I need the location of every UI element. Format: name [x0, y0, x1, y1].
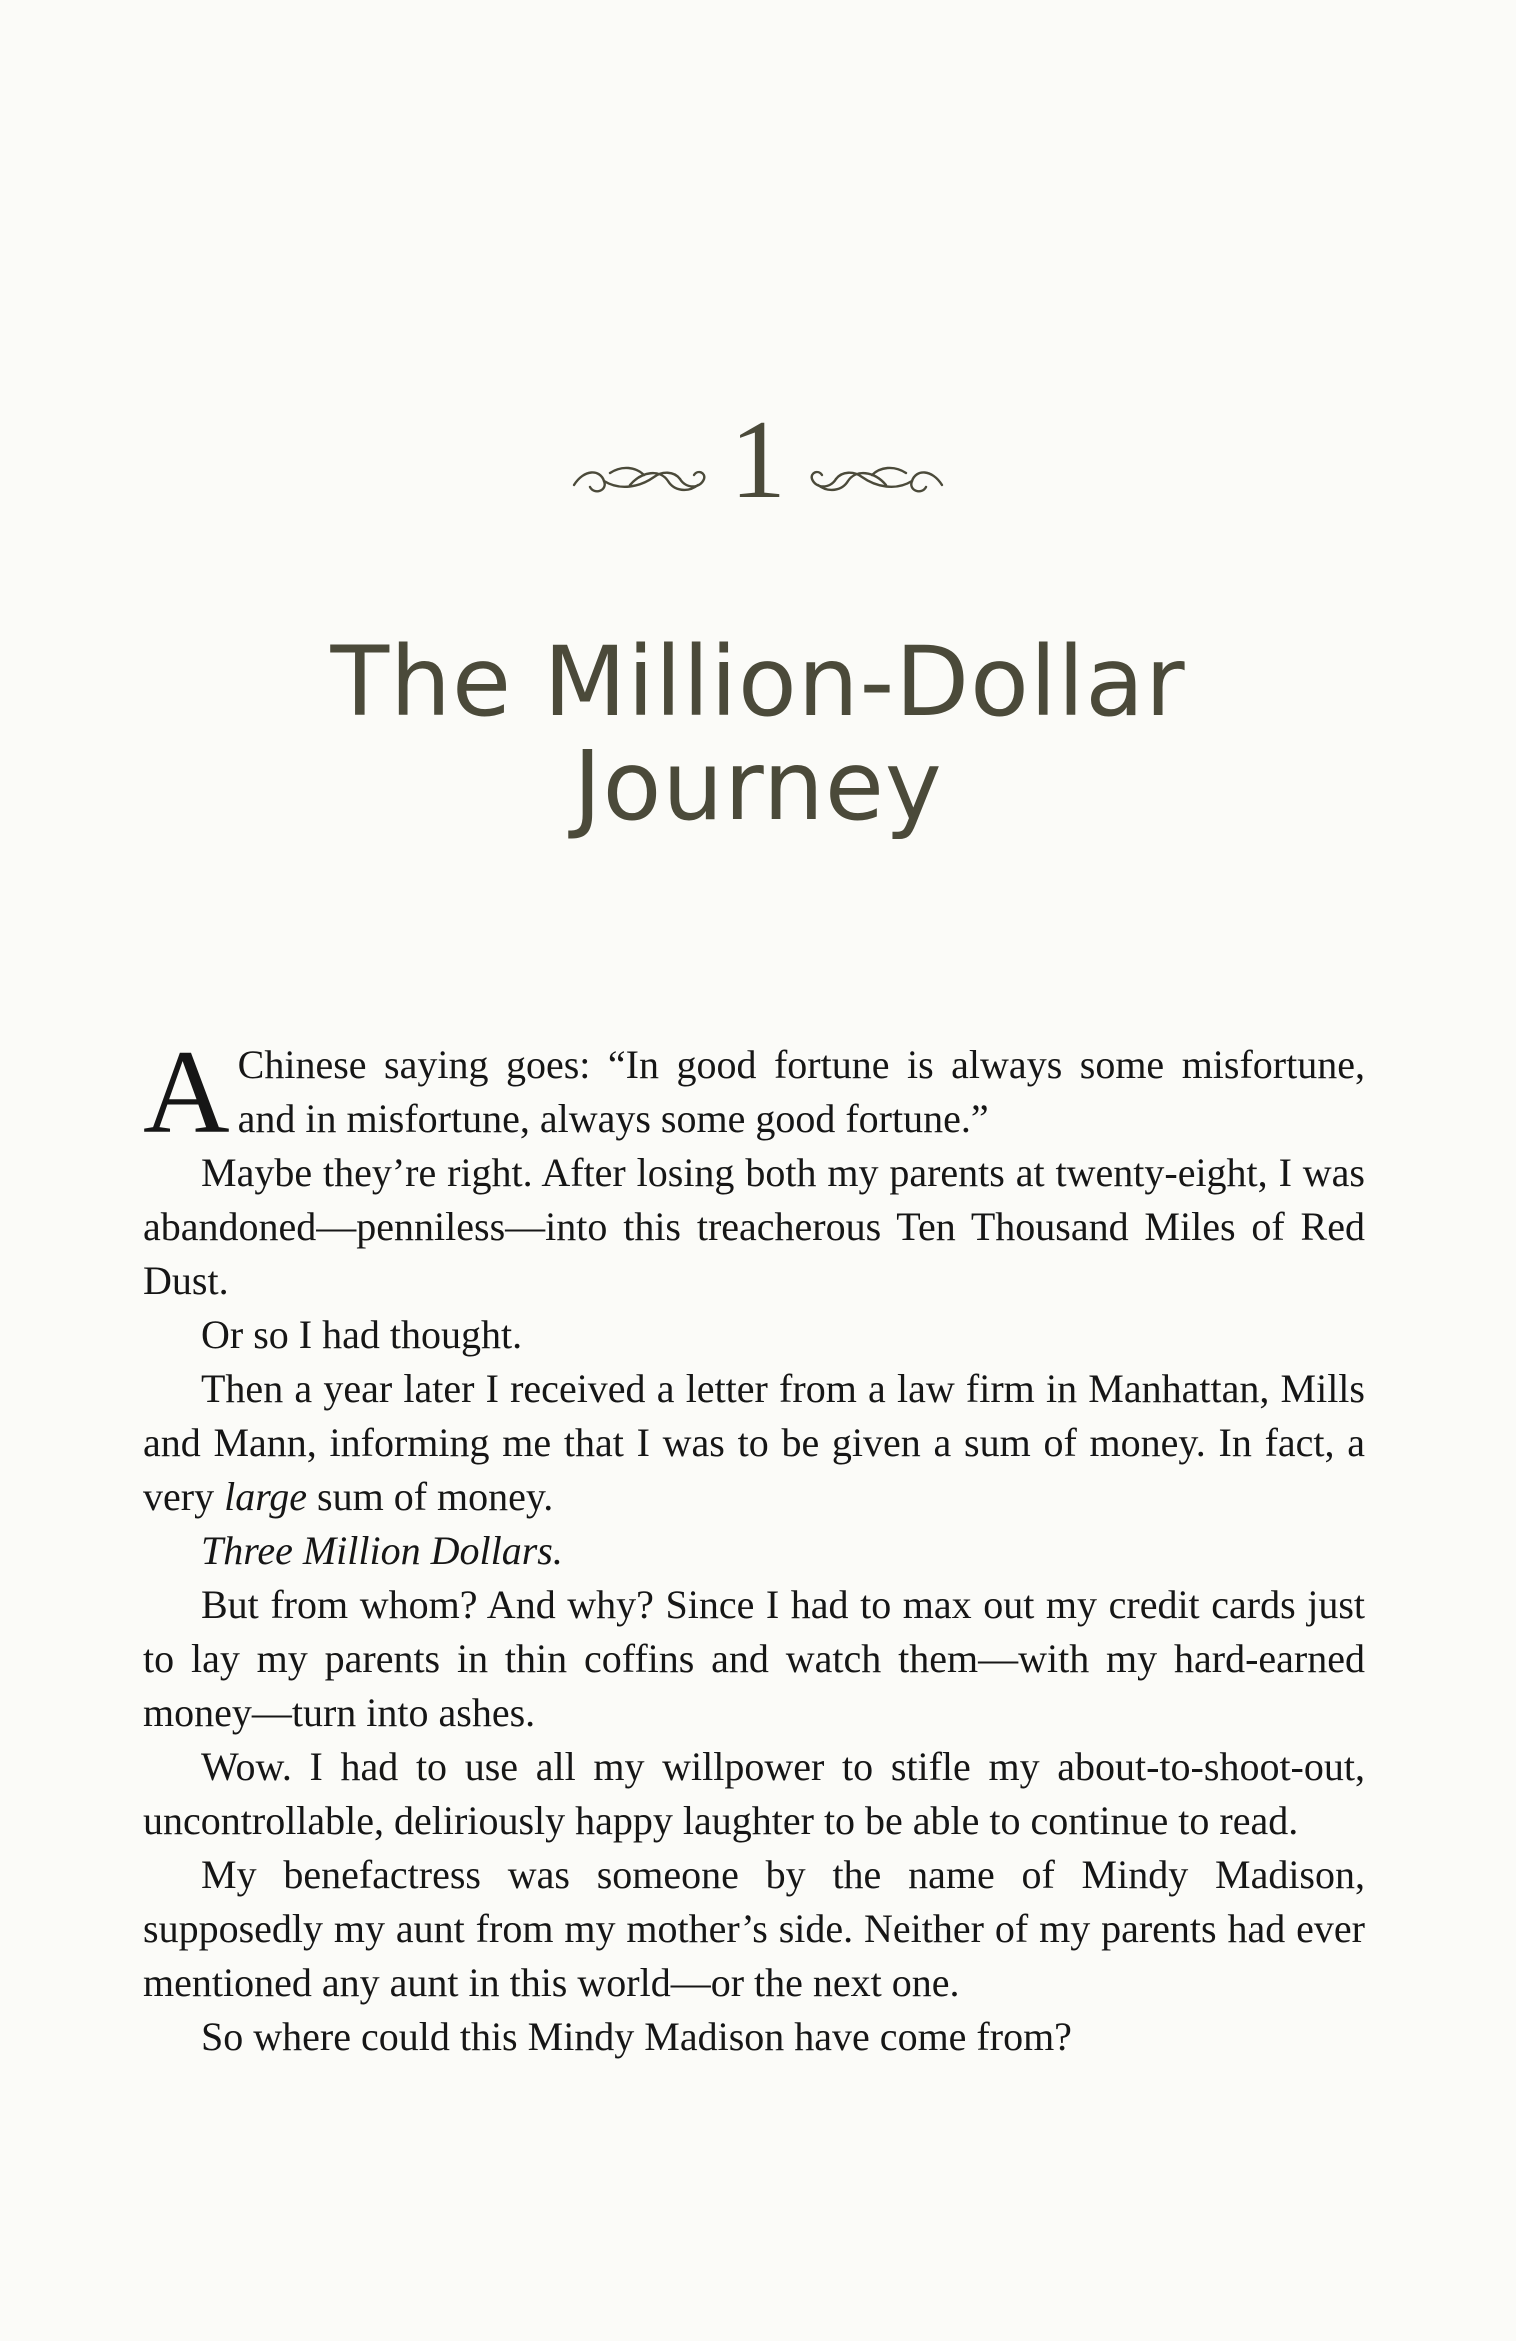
paragraph-4: [143, 1362, 1365, 1524]
paragraph-8: My benefactress was someone by the name of Mindy Madison, supposedly my aunt from my mother’s side. Neither of my parents had ever mentioned any aunt in this world—or the next one.: [143, 1852, 1365, 2005]
paragraph-9: So where could this Mindy Madison have come from?: [201, 2014, 1072, 2059]
chapter-body: [143, 1025, 1365, 2064]
chapter-heading: [0, 400, 1516, 520]
right-flourish-ornament: [806, 455, 946, 503]
paragraph-3: Or so I had thought.: [201, 1312, 523, 1357]
paragraph-4-text-after: sum of money.: [307, 1474, 554, 1519]
chapter-title: [0, 626, 1516, 842]
drop-cap: A: [143, 1025, 230, 1158]
chapter-number: 1: [730, 398, 786, 522]
paragraph-2: Maybe they’re right. After losing both my parents at twenty-eight, I was abandoned—penniless—into this treacherous Ten Thousand Miles of Red Dust.: [143, 1150, 1365, 1303]
chapter-title-line-2: Journey: [573, 730, 943, 842]
paragraph-1-text: Chinese saying goes: “In good fortune is always some misfortune, and in misfortune, always some good fortune.”: [237, 1042, 1365, 1141]
paragraph-6: But from whom? And why? Since I had to max out my credit cards just to lay my parents in thin coffins and watch them—with my hard-earned money—turn into ashes.: [143, 1582, 1365, 1735]
paragraph-1: [143, 1025, 1365, 1158]
chapter-title-line-1: The Million-Dollar: [330, 626, 1186, 738]
paragraph-7: Wow. I had to use all my willpower to stifle my about-to-shoot-out, uncontrollable, deliriously happy laughter to be able to continue to read.: [143, 1744, 1365, 1843]
paragraph-4-emphasis: large: [224, 1474, 308, 1519]
left-flourish-ornament: [570, 455, 710, 503]
paragraph-4-text-before: Then a year later I received a letter from a law firm in Manhattan, Mills and Mann, informing me that I was to be given a sum of money. In fact, a very: [143, 1366, 1365, 1519]
paragraph-5: Three Million Dollars.: [201, 1528, 563, 1573]
